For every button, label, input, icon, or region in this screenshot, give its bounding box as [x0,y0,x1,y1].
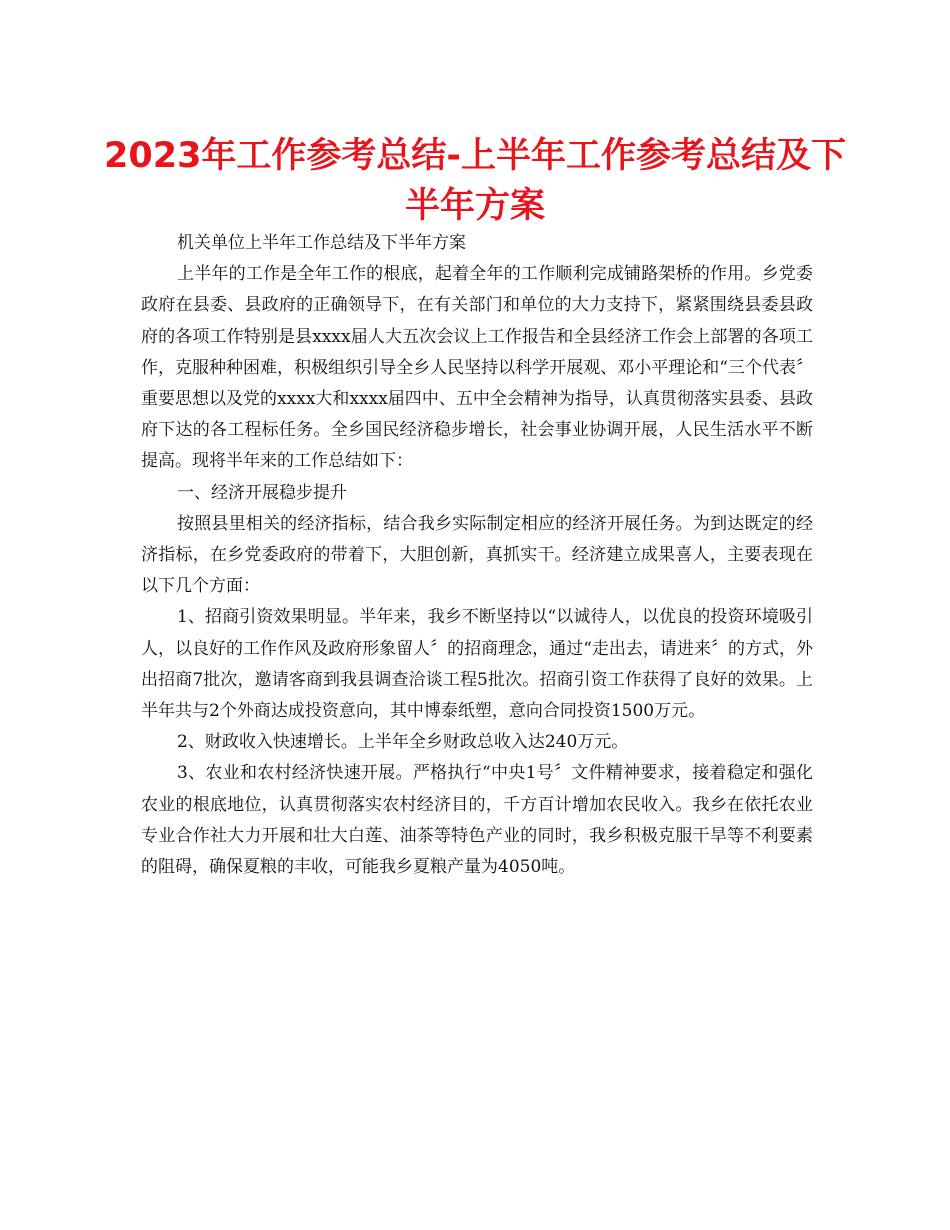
paragraph-economic-targets: 按照县里相关的经济指标，结合我乡实际制定相应的经济开展任务。为到达既定的经济指标，在乡党委政府的带着下，大胆创新，真抓实干。经济建立成果喜人，主要表现在以下几个方面： [141,513,813,597]
document-title-line-2: 半年方案 [404,186,545,226]
paragraph-item-2: 2、财政收入快速增长。上半年全乡财政总收入达240万元。 [177,732,629,753]
document-title-line-1: 2023年工作参考总结-上半年工作参考总结及下 [104,136,846,176]
paragraph-intro: 上半年的工作是全年工作的根底，起着全年的工作顺利完成铺路架桥的作用。乡党委政府在县委、县政府的正确领导下，在有关部门和单位的大力支持下，紧紧围绕县委县政府的各项工作特别是县xxxx届人大五次会议上工作报告和全县经济工作会上部署的各项工作，克服种种困难，积极组织引导全乡人民坚持以科学开展观、邓小平理论和“三个代表〞重要思想以及党的xxxx大和xxxx届四中、五中全会精神为指导，认真贯彻落实县委、县政府下达的各工程标任务。全乡国民经济稳步增长，社会事业协调开展，人民生活水平不断提高。现将半年来的工作总结如下： [141,264,813,472]
paragraph-item-3: 3、农业和农村经济快速开展。严格执行“中央1号〞文件精神要求，接着稳定和强化农业的根底地位，认真贯彻落实农村经济目的，千方百计增加农民收入。我乡在依托农业专业合作社大力开展和壮大白莲、油茶等特色产业的同时，我乡积极克服干旱等不利要素的阻碍，确保夏粮的丰收，可能我乡夏粮产量为4050吨。 [141,763,813,878]
paragraph-item-1: 1、招商引资效果明显。半年来，我乡不断坚持以“以诚待人，以优良的投资环境吸引人，以良好的工作作风及政府形象留人〞的招商理念，通过“走出去，请进来〞的方式，外出招商7批次，邀请客商到我县调查洽谈工程5批次。招商引资工作获得了良好的效果。上半年共与2个外商达成投资意向，其中博泰纸塑，意向合同投资1500万元。 [141,607,813,722]
document-body [141,228,813,883]
paragraph-section-heading: 一、经济开展稳步提升 [177,482,347,503]
paragraph-subtitle: 机关单位上半年工作总结及下半年方案 [177,233,466,253]
